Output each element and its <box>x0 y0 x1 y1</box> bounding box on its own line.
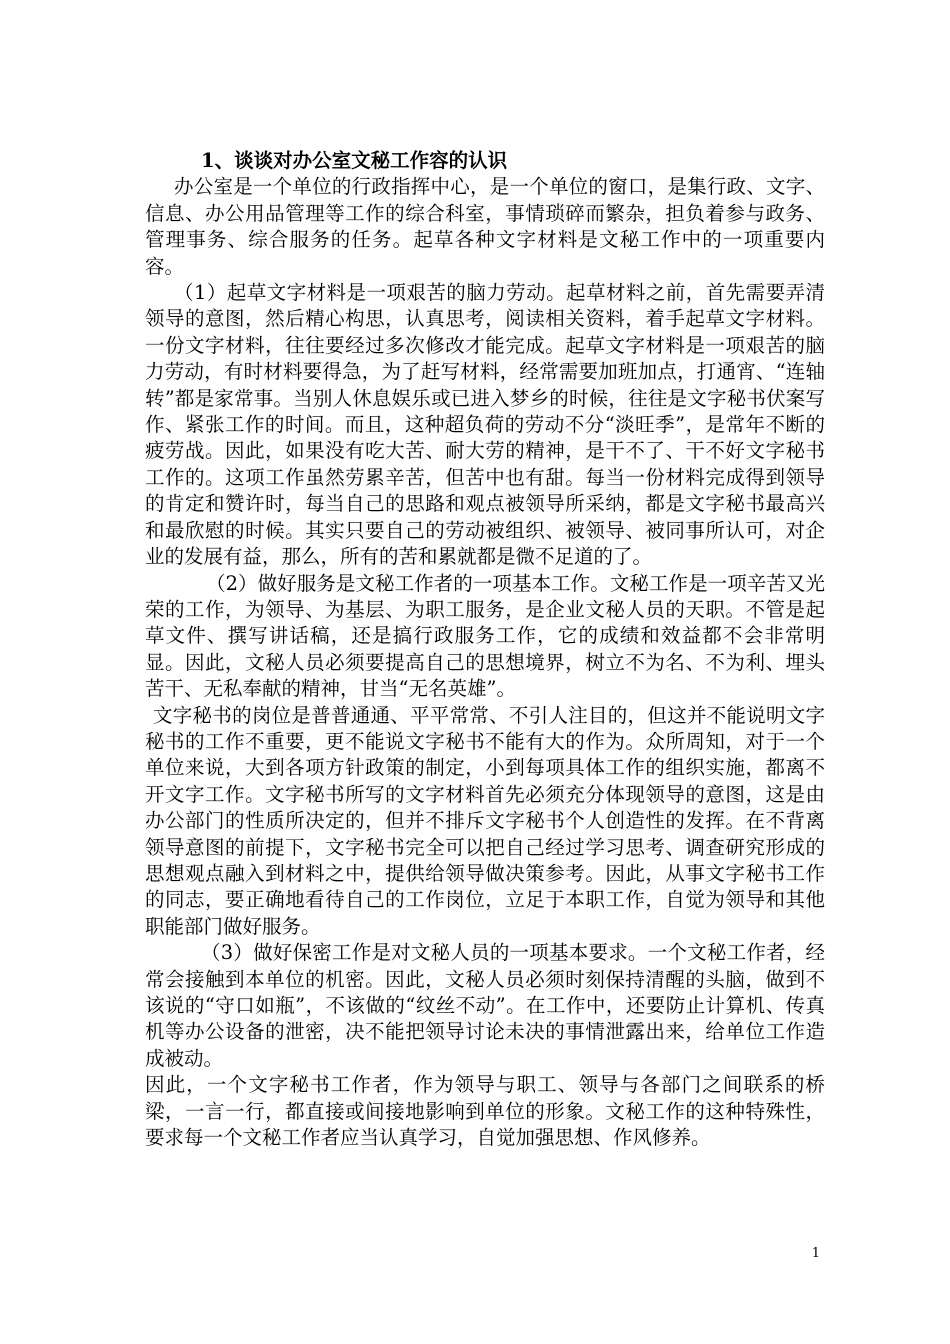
paragraph-intro: 办公室是一个单位的行政指挥中心，是一个单位的窗口，是集行政、文字、信息、办公用品管理等工作的综合科室，事情琐碎而繁杂，担负着参与政务、管理事务、综合服务的任务。起草各种文字材料是文秘工作中的一项重要内容。 <box>145 175 825 278</box>
document-body <box>145 148 825 1151</box>
paragraph-drafting: （1）起草文字材料是一项艰苦的脑力劳动。起草材料之前，首先需要弄清领导的意图，然后精心构思，认真思考，阅读相关资料，着手起草文字材料。一份文字材料，往往要经过多次修改才能完成。起草文字材料是一项艰苦的脑力劳动，有时材料要得急，为了赶写材料，经常需要加班加点，打通宵、“连轴转”都是家常事。当别人休息娱乐或已进入梦乡的时候，往往是文字秘书伏案写作、紧张工作的时间。而且，这种超负荷的劳动不分“淡旺季”，是常年不断的疲劳战。因此，如果没有吃大苦、耐大劳的精神，是干不了、干不好文字秘书工作的。这项工作虽然劳累辛苦，但苦中也有甜。每当一份材料完成得到领导的肯定和赞许时，每当自己的思路和观点被领导所采纳，都是文字秘书最高兴和最欣慰的时候。其实只要自己的劳动被组织、被领导、被同事所认可，对企业的发展有益，那么，所有的苦和累就都是微不足道的了。 <box>145 281 825 569</box>
document-title: 1、谈谈对办公室文秘工作容的认识 <box>201 149 508 172</box>
paragraph-service: （2）做好服务是文秘工作者的一项基本工作。文秘工作是一项辛苦又光荣的工作，为领导、为基层、为职工服务，是企业文秘人员的天职。不管是起草文件、撰写讲话稿，还是搞行政服务工作，它的成绩和效益都不会非常明显。因此，文秘人员必须要提高自己的思想境界，树立不为名、不为利、埋头苦干、无私奉献的精神，甘当“无名英雄”。 <box>145 571 825 701</box>
paragraph-conclusion: 因此，一个文字秘书工作者，作为领导与职工、领导与各部门之间联系的桥梁，一言一行，都直接或间接地影响到单位的形象。文秘工作的这种特殊性，要求每一个文秘工作者应当认真学习，自觉加强思想、作风修养。 <box>145 1073 825 1150</box>
page-number: 1 <box>811 1246 820 1261</box>
paragraph-secretary-role: 文字秘书的岗位是普普通通、平平常常、不引人注目的，但这并不能说明文字秘书的工作不重要，更不能说文字秘书不能有大的作为。众所周知，对于一个单位来说，大到各项方针政策的制定，小到每项具体工作的组织实施，都离不开文字工作。文字秘书所写的文字材料首先必须充分体现领导的意图，这是由办公部门的性质所决定的，但并不排斥文字秘书个人创造性的发挥。在不背离领导意图的前提下，文字秘书完全可以把自己经过学习思考、调查研究形成的思想观点融入到材料之中，提供给领导做决策参考。因此，从事文字秘书工作的同志，要正确地看待自己的工作岗位，立足于本职工作，自觉为领导和其他职能部门做好服务。 <box>145 703 825 938</box>
paragraph-confidentiality: （3）做好保密工作是对文秘人员的一项基本要求。一个文秘工作者，经常会接触到本单位的机密。因此，文秘人员必须时刻保持清醒的头脑，做到不该说的“守口如瓶”，不该做的“纹丝不动”。在工作中，还要防止计算机、传真机等办公设备的泄密，决不能把领导讨论未决的事情泄露出来，给单位工作造成被动。 <box>145 941 825 1070</box>
